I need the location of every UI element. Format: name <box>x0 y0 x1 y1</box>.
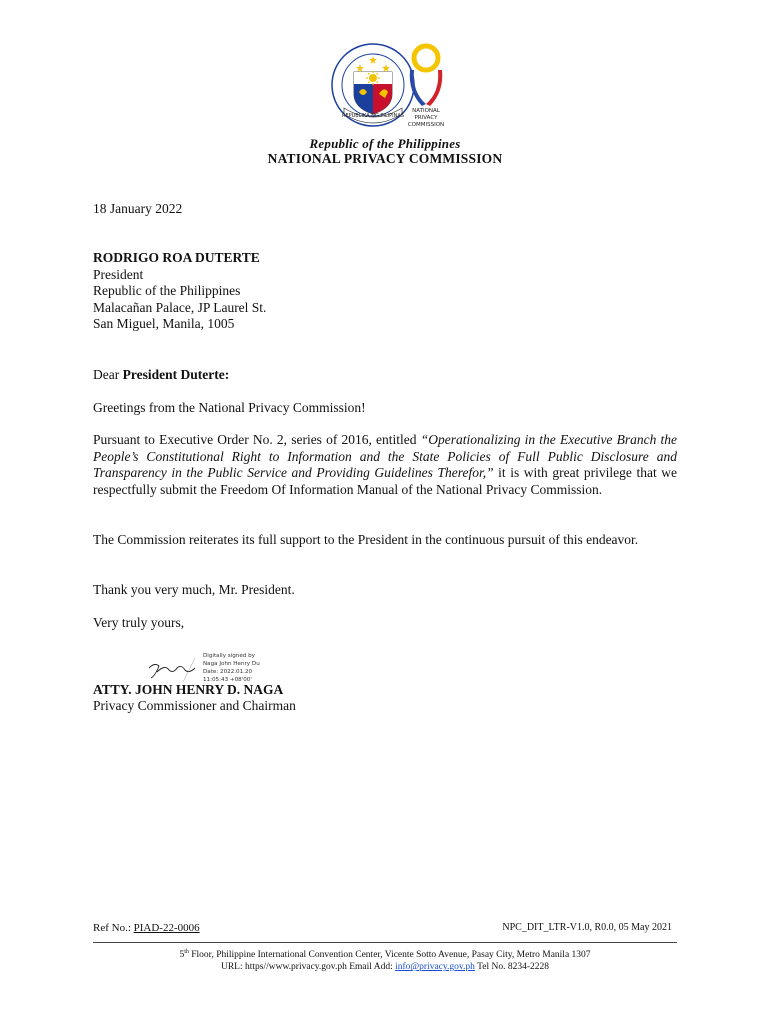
digital-signature <box>145 652 285 686</box>
main-paragraph <box>93 432 677 498</box>
ref-label: Ref No.: <box>93 922 134 934</box>
salutation-prefix: Dear <box>93 367 123 382</box>
main-paragraph-start: Pursuant to Executive Order No. 2, series of 2016, entitled <box>93 432 421 447</box>
footer-address-line <box>0 946 770 961</box>
npc-logo-text <box>398 108 454 129</box>
letterhead-logos <box>0 42 770 134</box>
address-rest: Floor, Philippine International Convention Center, Vicente Sotto Avenue, Pasay City, Metro Manila 1307 <box>188 950 591 961</box>
greeting-paragraph: Greetings from the National Privacy Commission! <box>93 400 366 415</box>
npc-logo-line: COMMISSION <box>407 122 445 128</box>
salutation-name: President Duterte: <box>122 367 230 382</box>
addressee-line: Malacañan Palace, JP Laurel St. <box>93 299 267 315</box>
signature-line: Digitally signed by <box>203 653 255 659</box>
floor-number: 5 <box>179 950 185 961</box>
seal-ring-text: REPUBLIKA NG PILIPINAS <box>342 113 404 119</box>
signature-line: Naga John Henry Du <box>203 661 260 667</box>
addressee-line: President <box>93 266 144 282</box>
letter-date: 18 January 2022 <box>93 201 183 216</box>
support-paragraph: The Commission reiterates its full support to the President in the continuous pursuit of this endeavor. <box>93 532 639 547</box>
main-paragraph-end: it is with great privilege that we respectfully submit the Freedom Of Information Manual of the National Privacy Commission. <box>93 465 677 497</box>
footer-address <box>0 946 770 973</box>
organization-name: NATIONAL PRIVACY COMMISSION <box>267 151 503 166</box>
npc-logo-line: PRIVACY <box>414 115 438 121</box>
url-text: URL: https//www.privacy.gov.ph Email Add: <box>220 962 396 973</box>
footer-contact-line <box>0 961 770 973</box>
signature-scribble-icon <box>145 654 201 684</box>
signer-title: Privacy Commissioner and Chairman <box>93 698 296 713</box>
footer-divider <box>93 942 677 943</box>
floor-suffix: th <box>184 949 189 955</box>
signature-details <box>203 652 260 684</box>
signature-line: 11:05:43 +08'00' <box>203 677 252 683</box>
addressee-line: Republic of the Philippines <box>93 283 241 298</box>
eo-title: “Operationalizing in the Executive Branch the People’s Constitutional Right to Information and the State Policies of Full Public Disclosure and Transparency in the Public Service and Providing Guidelines Therefor,” <box>93 432 677 480</box>
tel-text: Tel No. 8234-2228 <box>474 962 550 973</box>
signature-line: Date: 2022.01.20 <box>203 669 253 675</box>
addressee-block <box>93 250 266 333</box>
thanks-paragraph: Thank you very much, Mr. President. <box>93 582 295 597</box>
republic-line: Republic of the Philippines <box>309 136 461 151</box>
ref-code: PIAD-22-0006 <box>133 922 200 934</box>
addressee-line: San Miguel, Manila, 1005 <box>93 316 235 331</box>
salutation <box>93 367 229 383</box>
addressee-name: RODRIGO ROA DUTERTE <box>93 250 260 265</box>
signer-name: ATTY. JOHN HENRY D. NAGA <box>93 682 284 697</box>
npc-logo-line: NATIONAL <box>412 108 440 114</box>
reference-number <box>93 922 200 934</box>
document-code: NPC_DIT_LTR-V1.0, R0.0, 05 May 2021 <box>502 922 672 933</box>
email-link[interactable]: info@privacy.gov.ph <box>395 962 475 973</box>
closing: Very truly yours, <box>93 615 185 630</box>
